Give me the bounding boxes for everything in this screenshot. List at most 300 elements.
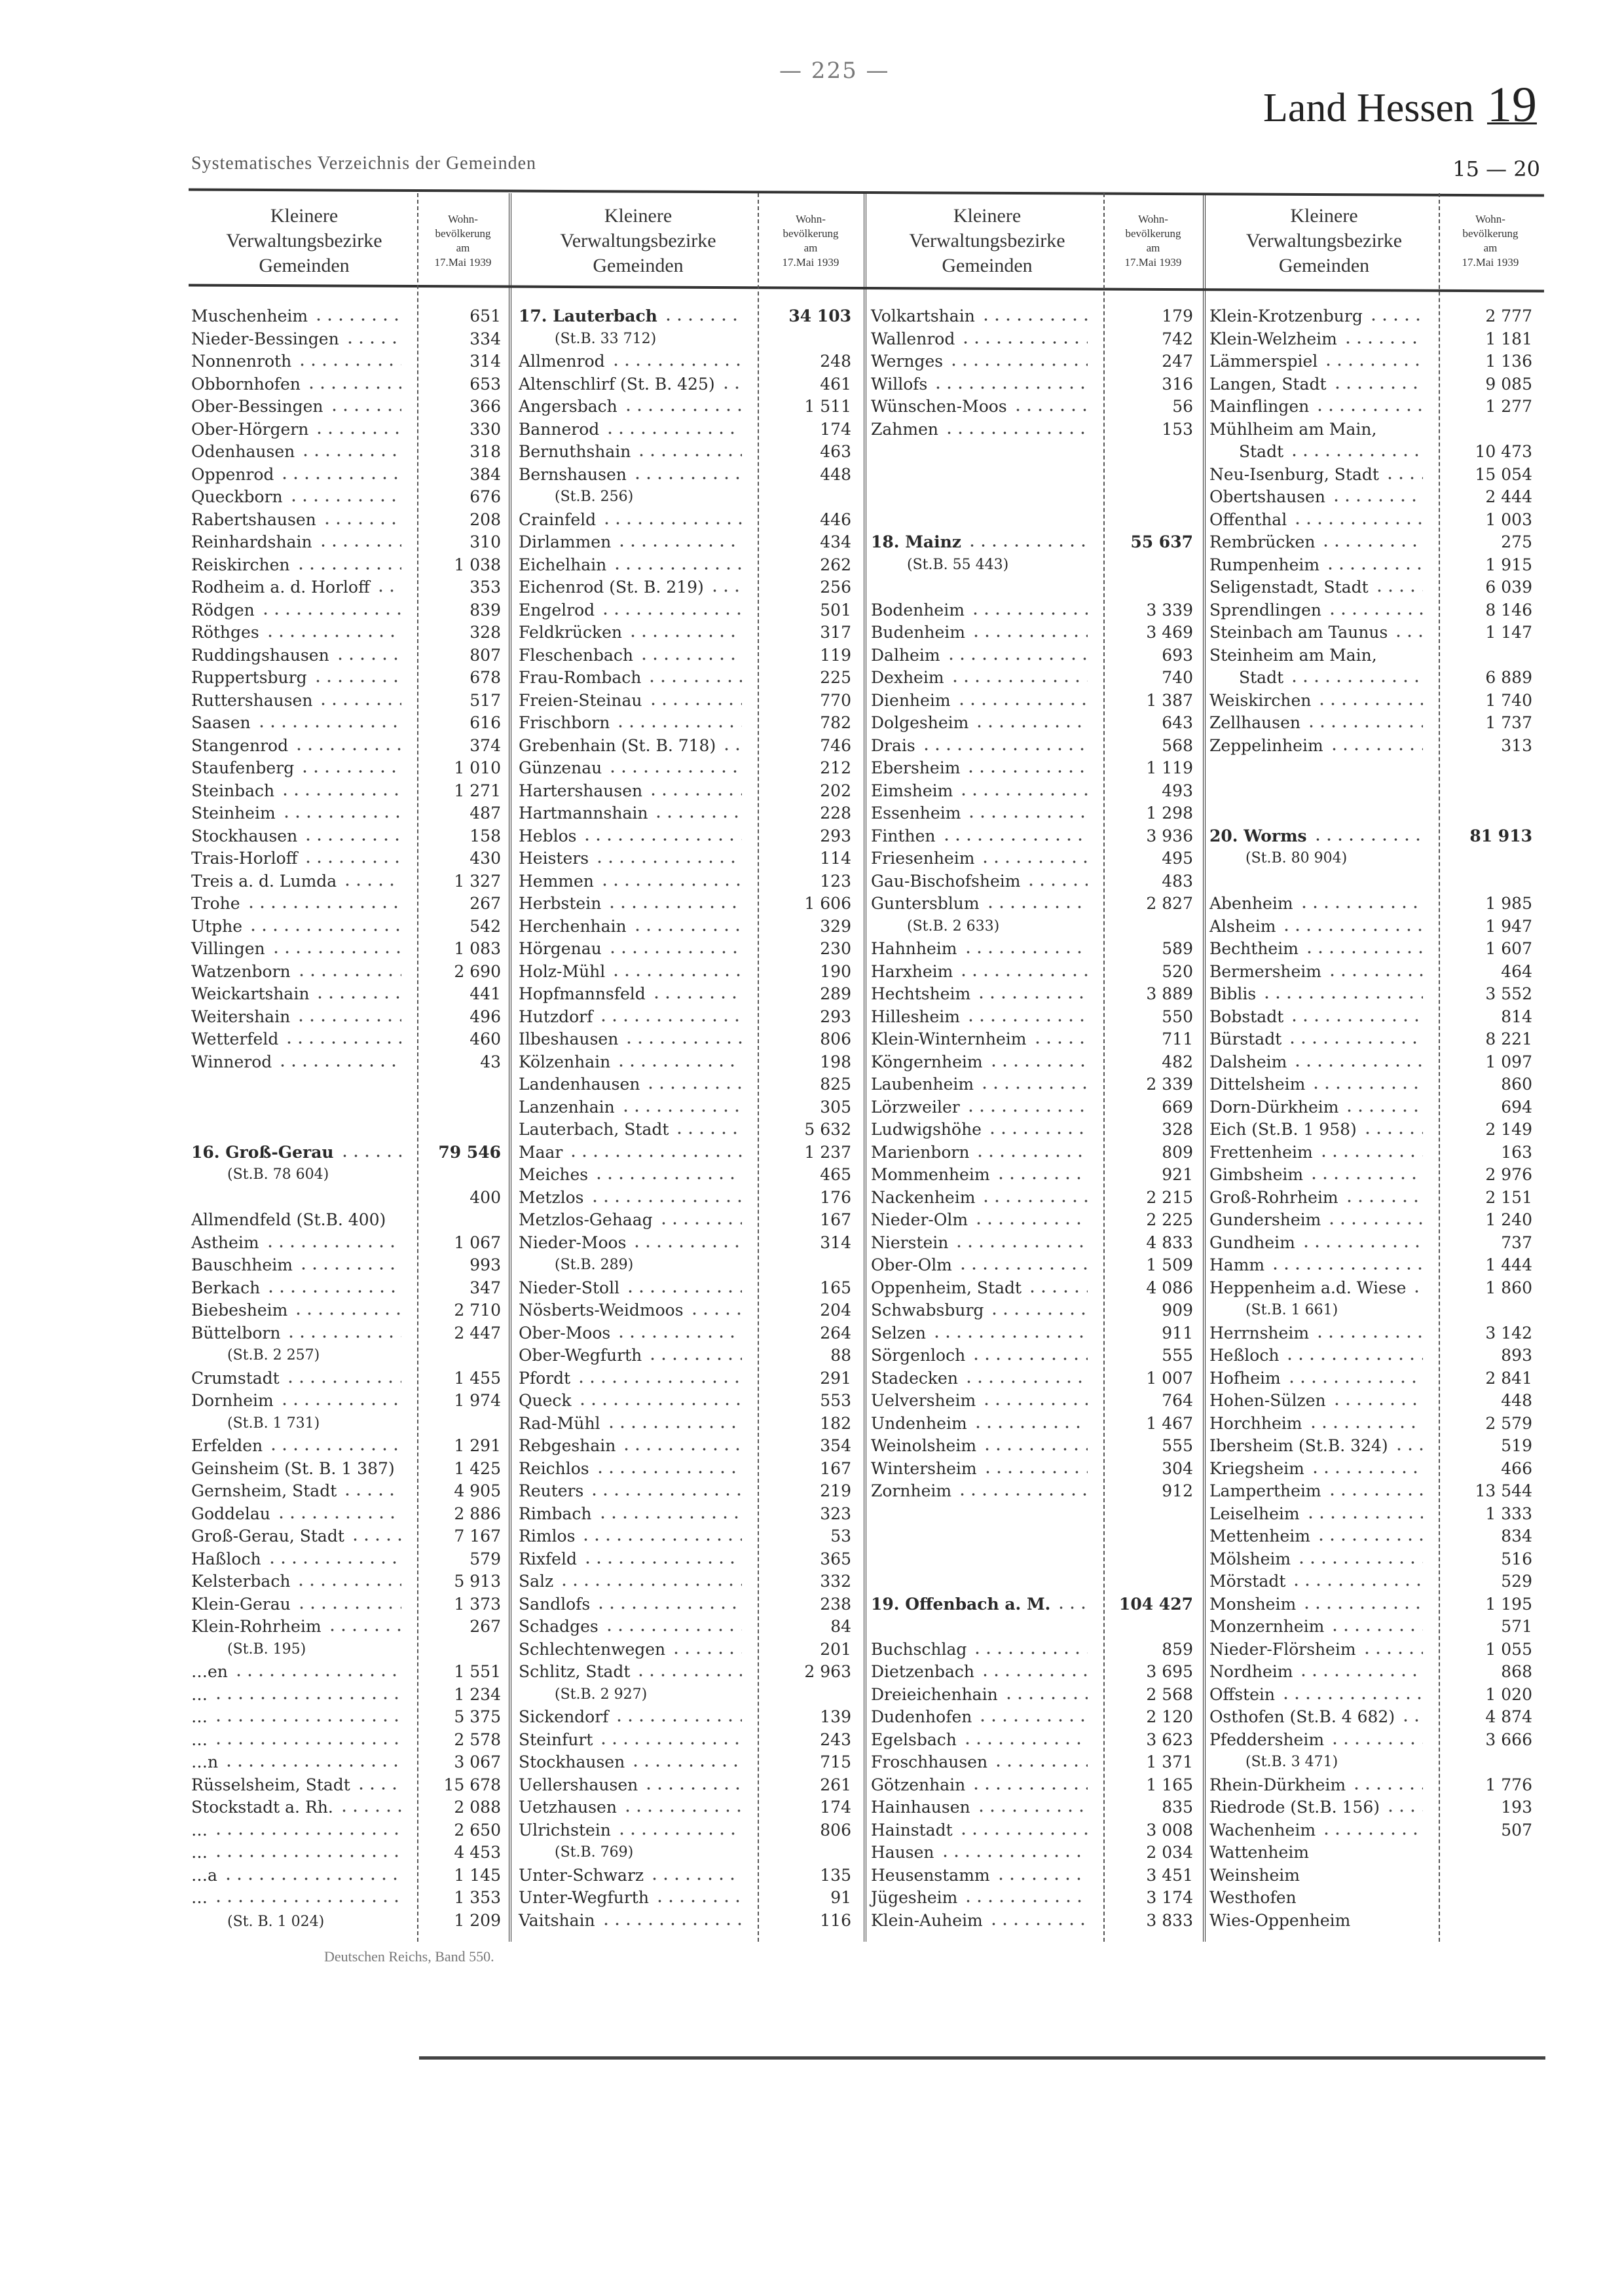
population-value: 1 373 [454,1594,501,1614]
table-row [1209,1436,1532,1456]
municipality-name: Fleschenbach [519,645,633,665]
population-value: 993 [470,1255,501,1274]
table-row [519,1301,851,1320]
population-value: 304 [1162,1458,1193,1478]
dot-leader [612,567,742,570]
district-row [1209,826,1532,846]
table-row [1209,1481,1532,1501]
dot-leader [621,1448,742,1451]
dot-leader [344,341,401,344]
dot-leader [963,1900,1088,1902]
population-value: 165 [820,1278,851,1297]
table-row [191,1572,501,1591]
population-value: 2 777 [1485,306,1532,325]
municipality-name: Obbornhofen [191,374,301,394]
table-row [871,1369,1193,1388]
table-row [519,1617,851,1637]
table-row [519,1527,851,1546]
municipality-name: Eichelhain [519,555,607,574]
municipality-name: Altenschlirf (St. B. 425) [519,374,715,394]
population-value: 316 [1162,374,1193,394]
table-row [871,1188,1193,1208]
dot-leader [279,477,401,479]
dot-leader [980,1674,1088,1676]
municipality-name: Bernuthshain [519,442,631,461]
population-value: 79 546 [438,1142,501,1162]
table-row [1209,894,1532,914]
population-value: 496 [470,1007,501,1026]
dot-leader [356,1787,401,1790]
dot-leader [993,1764,1088,1767]
municipality-name: Ober-Bessingen [191,397,323,416]
table-row [871,1911,1193,1931]
population-value: 366 [470,397,501,416]
population-value: 256 [820,578,851,597]
municipality-name: Watzenborn [191,961,291,981]
municipality-name: Weitershain [191,1007,291,1026]
municipality-name: (St.B. 2 633) [907,917,1000,935]
dot-leader [1329,748,1423,750]
municipality-name: Heßloch [1209,1346,1280,1365]
population-value: 814 [1501,1007,1532,1026]
population-value: 2 963 [804,1662,851,1681]
municipality-name: Hemmen [519,871,594,891]
population-value: 91 [830,1888,851,1907]
dot-leader [314,432,401,434]
header-population-label: 17.Mai 1939 [782,255,839,268]
header-population-label: Wohn- [1138,212,1168,225]
municipality-name: Köngernheim [871,1052,983,1071]
dot-leader [965,770,1088,773]
table-row [1209,1029,1532,1049]
dot-leader [1292,1064,1423,1067]
table-row [1209,1527,1532,1546]
note-row [519,487,851,507]
municipality-name: Stockhausen [191,826,298,845]
dot-leader [277,1064,401,1067]
dot-leader [342,883,401,886]
table-row [519,442,851,462]
municipality-name: Zahmen [871,419,938,439]
table-row [871,1391,1193,1411]
population-value: 2 690 [454,961,501,981]
table-row [871,939,1193,959]
header-population-column [758,196,864,285]
table-row [519,1662,851,1682]
municipality-name: Stadecken [871,1368,958,1388]
table-row [191,1052,501,1072]
dot-leader [606,906,742,908]
population-value: 1 371 [1146,1752,1193,1771]
municipality-name: Klein-Winternheim [871,1029,1027,1048]
population-value: 267 [470,1617,501,1636]
population-value: 179 [1162,306,1193,325]
dot-leader [1393,1448,1423,1451]
table-row [519,1029,851,1049]
municipality-name: Rimlos [519,1527,576,1546]
dot-leader [295,1019,401,1022]
table-row [1209,1165,1532,1185]
municipality-name: (St.B. 1 731) [227,1415,320,1432]
table-row [191,1481,501,1501]
table-row [871,1843,1193,1862]
municipality-name: Schlitz, Stadt [519,1662,631,1681]
table-row [191,1685,501,1705]
table-row [1209,1188,1532,1208]
dot-leader [957,1267,1088,1270]
population-value: 782 [820,713,851,732]
population-value: 2 444 [1485,487,1532,506]
municipality-name: Ulrichstein [519,1820,611,1840]
municipality-name: Goddelau [191,1504,270,1523]
population-value: 807 [470,645,501,665]
dot-leader [982,1448,1088,1451]
municipality-name: …en [191,1662,228,1681]
table-row [1209,1572,1532,1591]
municipality-name: Lörzweiler [871,1097,960,1117]
population-value: 1 737 [1485,713,1532,732]
municipality-name: Hartmannshain [519,804,648,823]
population-value: 542 [470,916,501,936]
table-row [871,1572,1193,1591]
municipality-name: Ebersheim [871,758,961,777]
dot-leader [976,1809,1088,1812]
population-value: 329 [820,916,851,936]
population-value: 353 [470,578,501,597]
municipality-name: Feldkrücken [519,623,623,642]
population-value: 262 [820,555,851,574]
table-row [871,1752,1193,1772]
population-value: 6 039 [1485,578,1532,597]
table-row [519,1007,851,1027]
header-population-column [417,196,509,285]
table-row [871,758,1193,778]
municipality-name: Rumpenheim [1209,555,1320,574]
dot-leader [614,1719,742,1722]
municipality-name: Nonnenroth [191,352,292,371]
municipality-name: Bermersheim [1209,961,1321,981]
header-population-label: am [803,241,818,254]
population-value: 314 [820,1232,851,1252]
population-value: 519 [1501,1436,1532,1455]
municipality-name: Steinbach am Taunus [1209,623,1388,642]
header-population-label: bevölkerung [1125,227,1181,240]
dot-leader [223,1764,401,1767]
population-value: 293 [820,1007,851,1026]
table-row [519,984,851,1004]
table-row [871,1798,1193,1817]
dot-leader [329,409,401,411]
population-value: 550 [1162,1007,1193,1026]
table-row [1209,510,1532,530]
population-value: 711 [1162,1029,1193,1048]
table-row [1209,578,1532,597]
dot-leader [288,499,401,502]
header-name-label: Verwaltungsbezirke [226,229,382,251]
dot-leader [1327,612,1423,615]
population-value: 1 237 [804,1142,851,1162]
table-row [871,713,1193,733]
dot-leader [974,725,1088,728]
table-row [871,329,1193,349]
table-row [871,578,1193,597]
municipality-name: Holz-Mühl [519,961,606,981]
population-value: 553 [820,1391,851,1410]
dot-leader [1316,1538,1423,1541]
municipality-name: Nierstein [871,1232,949,1252]
municipality-name: Rödgen [191,600,255,620]
table-row [191,1888,501,1908]
table-row [519,1775,851,1795]
note-row [191,1640,501,1659]
population-value: 135 [820,1865,851,1885]
dot-leader [1286,1380,1423,1383]
population-value: 2 215 [1146,1187,1193,1207]
table-row [1209,1278,1532,1298]
municipality-name: Frau-Rombach [519,668,642,687]
population-value: 868 [1501,1662,1532,1681]
municipality-name: Volkartshain [871,306,975,325]
table-row [871,1143,1193,1162]
municipality-name: Wattenheim [1209,1843,1310,1862]
municipality-name: Mommenheim [871,1165,990,1184]
dot-leader [967,544,1088,547]
table-row [519,1866,851,1885]
table-row [191,1029,501,1049]
dot-leader [972,1426,1088,1428]
population-value: 190 [820,961,851,981]
municipality-name: Klein-Gerau [191,1594,291,1614]
table-row [871,1052,1193,1072]
table-row [519,1481,851,1501]
table-row [191,1301,501,1320]
municipality-name: Zeppelinheim [1209,735,1323,755]
table-row [191,1255,501,1275]
population-value: 291 [820,1368,851,1388]
municipality-name: Lämmerspiel [1209,352,1318,371]
table-row [519,668,851,688]
table-row [871,1301,1193,1320]
district-row [191,1143,501,1162]
population-value: 4 874 [1485,1707,1532,1726]
table-row [519,894,851,914]
municipality-name: Sandlofs [519,1594,591,1614]
dot-leader [981,1403,1088,1405]
table-row [1209,555,1532,575]
municipality-name: (St. B. 1 024) [227,1913,325,1930]
table-row [519,939,851,959]
header-population-label: Wohn- [796,212,826,225]
population-value: 770 [820,690,851,710]
municipality-name: Essenheim [871,804,961,823]
population-value: 275 [1501,532,1532,551]
table-row [871,691,1193,711]
table-row [191,804,501,823]
municipality-name: (St.B. 769) [555,1844,634,1861]
table-row [519,758,851,778]
population-value: 678 [470,668,501,687]
table-row [1209,1730,1532,1750]
dot-leader [962,1742,1088,1745]
municipality-name: Rimbach [519,1504,592,1523]
table-row [871,1029,1193,1049]
note-row [871,917,1193,936]
table-row [191,758,501,778]
table-row [191,1730,501,1750]
municipality-name: Klein-Auheim [871,1910,983,1930]
population-value: 1 985 [1485,894,1532,913]
population-value: 293 [820,826,851,845]
population-value: 2 447 [454,1323,501,1342]
header-population-label: 17.Mai 1939 [1462,255,1519,268]
municipality-name: Gundersheim [1209,1210,1321,1229]
dot-leader [1306,725,1423,728]
dot-leader [982,1471,1088,1473]
table-row [871,1233,1193,1253]
municipality-name: 20. Worms [1209,826,1307,845]
dot-leader [970,635,1088,637]
table-row [1209,1888,1532,1908]
municipality-name: Röthges [191,623,259,642]
municipality-name: Lauterbach, Stadt [519,1120,669,1139]
table-row [191,1707,501,1727]
dot-leader [1327,1493,1423,1496]
municipality-name: … [191,1707,208,1726]
population-value: 34 103 [788,306,851,325]
table-row [191,781,501,801]
table-row [871,894,1193,914]
population-value: 3 666 [1485,1730,1532,1749]
dot-leader [1329,1742,1423,1745]
population-value: 430 [470,849,501,868]
note-row [871,555,1193,575]
dot-leader [1361,1652,1423,1654]
table-row [871,1210,1193,1230]
dot-leader [1310,1471,1423,1473]
table-row [1209,804,1532,823]
population-value: 9 085 [1485,374,1532,394]
municipality-name: Hörgenau [519,939,602,958]
table-row [871,375,1193,394]
note-row [1209,1752,1532,1772]
dot-leader [985,906,1088,908]
population-value: 4 086 [1146,1278,1193,1297]
table-row [191,1549,501,1569]
table-row [871,420,1193,439]
population-value: 8 146 [1485,600,1532,620]
dot-leader [610,363,742,366]
population-value: 8 221 [1485,1029,1532,1048]
dot-leader [322,522,401,525]
municipality-name: Dienheim [871,690,951,710]
population-value: 347 [470,1278,501,1297]
dot-leader [1308,1426,1423,1428]
municipality-name: Klein-Welzheim [1209,329,1337,348]
dot-leader [963,951,1088,954]
table-row [519,713,851,733]
table-row [871,1075,1193,1094]
municipality-name: Oppenrod [191,464,274,484]
table-row [191,420,501,439]
municipality-name: (St.B. 289) [555,1257,634,1273]
population-value: 1 444 [1485,1255,1532,1274]
population-value: 167 [820,1458,851,1478]
population-value: 715 [820,1752,851,1771]
dot-leader [643,1787,742,1790]
dot-leader [970,612,1088,615]
table-row [519,1504,851,1524]
population-value: 167 [820,1210,851,1229]
dot-leader [335,657,401,660]
table-row [1209,375,1532,394]
dot-leader [647,1358,742,1360]
table-row [871,487,1193,507]
table-row [519,352,851,371]
dot-leader [1384,477,1423,479]
municipality-name: …n [191,1752,219,1771]
population-value: 153 [1162,419,1193,439]
dot-leader [616,1064,742,1067]
municipality-name: Wintersheim [871,1458,977,1478]
municipality-name: Unter-Wegfurth [519,1888,649,1907]
population-value: 676 [470,487,501,506]
population-value: 1 974 [454,1391,501,1410]
population-value: 448 [1501,1391,1532,1410]
dot-leader [1320,544,1423,547]
municipality-name: Monzernheim [1209,1617,1325,1636]
municipality-name: Allmenrod [519,352,605,371]
dot-leader [300,454,401,456]
municipality-name: Haßloch [191,1549,261,1568]
dot-leader [932,386,1088,389]
dot-leader [980,861,1088,863]
dot-leader [268,1448,401,1451]
municipality-name: Kriegsheim [1209,1458,1304,1478]
municipality-name: Mühlheim am Main, [1209,419,1377,439]
dot-leader [625,1290,742,1293]
municipality-name: Biblis [1209,984,1257,1003]
header-name-label: Verwaltungsbezirke [909,229,1065,251]
table-row [871,1730,1193,1750]
population-value: 264 [820,1323,851,1342]
table-row [1209,487,1532,507]
table-row [519,1188,851,1208]
table-row [519,1346,851,1365]
municipality-name: Kölzenhain [519,1052,611,1071]
population-value: 2 088 [454,1798,501,1817]
municipality-name: Pfordt [519,1368,571,1388]
dot-leader [400,1471,401,1473]
table-row [871,984,1193,1004]
population-value: 825 [820,1075,851,1094]
dot-leader [260,612,401,615]
table-row [871,352,1193,371]
dot-leader [627,635,742,637]
population-value: 2 976 [1485,1165,1532,1184]
dot-leader [1314,409,1423,411]
population-value: 651 [470,306,501,325]
table-row [871,1098,1193,1117]
municipality-name: Unter-Schwarz [519,1865,644,1885]
table-row [1209,1075,1532,1094]
municipality-name: 19. Offenbach a. M. [871,1594,1051,1614]
table-row [191,1775,501,1795]
dot-leader [1344,1109,1423,1112]
bottom-rule [419,2056,1545,2060]
table-row [1209,1391,1532,1411]
table-row [871,1504,1193,1524]
population-value: 669 [1162,1097,1193,1117]
